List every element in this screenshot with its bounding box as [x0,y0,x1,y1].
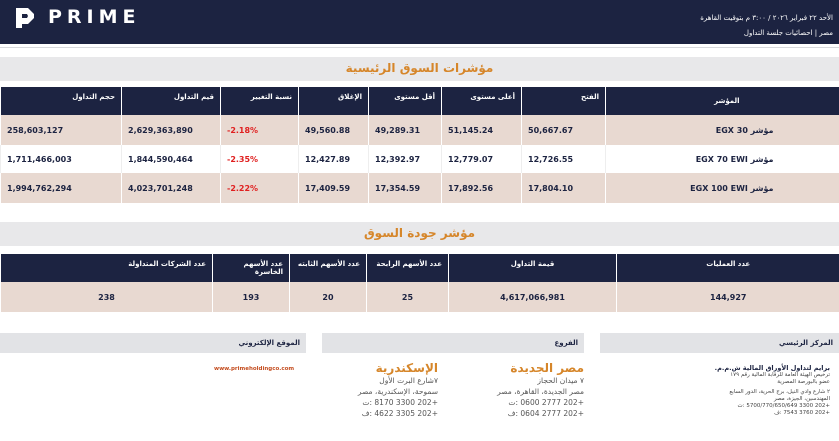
change-cell: -2.18% [221,115,299,145]
session-date: الأحد ٢٢ فبراير ٢٠٢٦ / ٣:٠٠ م بتوقيت القاهرة [700,14,833,22]
col-open: الفتح [522,87,606,115]
branch-street: ٧شارع البرت الأول [379,376,438,385]
quality-section-header [0,222,839,246]
trades-value: 144,927 [617,282,839,312]
quality-header-row [1,254,839,282]
branch-fax: +202 3305 4622 :ف [361,409,438,418]
divider [0,47,839,48]
website-label: الموقع الإلكتروني [0,333,306,353]
close-cell: 49,560.88 [299,115,369,145]
hq-member: عضو بالبورصة المصرية [777,379,830,385]
breadcrumb: مصر | احصائيات جلسة التداول [743,29,833,37]
change-cell: -2.22% [221,173,299,203]
volume-cell: 258,603,127 [1,115,122,145]
index-name-cell: مؤشر EGX 100 EWI [606,173,839,203]
brand-name: PRIME [48,6,141,28]
losers-value: 193 [213,282,290,312]
brand-logo[interactable] [14,5,141,29]
high-cell: 12,779.07 [442,145,522,173]
high-cell: 17,892.56 [442,173,522,203]
low-cell: 49,289.31 [369,115,442,145]
col-losers: عدد الأسهم الخاسرة [213,254,290,282]
indices-table [0,87,839,203]
col-traded: عدد الشركات المتداولة [1,254,213,282]
value-cell: 1,844,590,464 [122,145,221,173]
hq-address-line2: المهندسين، الجيزة، مصر [773,396,830,402]
col-close: الإغلاق [299,87,369,115]
hq-fax: +202 3760 7543 :ف [774,410,830,416]
prime-logo-icon [14,6,36,28]
hq-address-line1: ٢ شارع وادي النيل، برج الحرية، الدور السابع [729,389,830,395]
indices-section-title: مؤشرات السوق الرئيسية [345,61,494,75]
change-cell: -2.35% [221,145,299,173]
branch-city: مصر الجديدة [510,361,584,375]
hq-company: برايم لتداول الأوراق المالية ش.م.م. [714,364,830,372]
indices-header-row [1,87,839,115]
hq-phone[interactable]: +202 3300 5700/770/650/649 :ت [737,403,830,409]
indices-section-header [0,57,839,81]
unchanged-value: 20 [290,282,367,312]
col-gainers: عدد الأسهم الرابحة [367,254,449,282]
turnover-value: 4,617,066,981 [449,282,617,312]
branch-city: الإسكندرية [375,361,438,375]
close-cell: 12,427.89 [299,145,369,173]
page-header [0,0,839,44]
branch-district: مصر الجديدة، القاهرة، مصر [497,387,584,396]
table-row [1,173,839,203]
index-name-cell: مؤشر EGX 30 [606,115,839,145]
open-cell: 12,726.55 [522,145,606,173]
col-high: أعلى مستوى [442,87,522,115]
website-link[interactable]: www.primeholdingco.com [214,366,295,372]
table-row [1,282,839,312]
value-cell: 4,023,701,248 [122,173,221,203]
volume-cell: 1,994,762,294 [1,173,122,203]
col-unchanged: عدد الأسهم الثابته [290,254,367,282]
branches-label: الفروع [322,333,584,353]
branch-street: ٧ ميدان الحجاز [537,376,584,385]
branch-phone[interactable]: +202 2777 0600 :ت [508,398,584,407]
hq-license: ترخيص الهيئة العامة للرقابة المالية رقم ١٧٩ [730,372,830,378]
quality-section-title: مؤشر جودة السوق [363,226,476,240]
col-value: قيم التداول [122,87,221,115]
table-row [1,115,839,145]
volume-cell: 1,711,466,003 [1,145,122,173]
low-cell: 12,392.97 [369,145,442,173]
open-cell: 17,804.10 [522,173,606,203]
value-cell: 2,629,363,890 [122,115,221,145]
hq-address [690,365,830,417]
col-index: المؤشر [606,87,839,115]
branch-fax: +202 2777 0604 :ف [507,409,584,418]
branch-alexandria [320,361,438,419]
low-cell: 17,354.59 [369,173,442,203]
gainers-value: 25 [367,282,449,312]
col-turnover: قيمة التداول [449,254,617,282]
branch-district: سموحة، الإسكندرية، مصر [357,387,438,396]
index-name-cell: مؤشر EGX 70 EWI [606,145,839,173]
col-volume: حجم التداول [1,87,122,115]
table-row [1,145,839,173]
traded-value: 238 [1,282,213,312]
col-change: نسبة التغيير [221,87,299,115]
high-cell: 51,145.24 [442,115,522,145]
market-quality-table [0,254,839,312]
branch-phone[interactable]: +202 3300 8170 :ت [362,398,438,407]
col-low: أقل مستوى [369,87,442,115]
col-trades: عدد العمليات [617,254,839,282]
open-cell: 50,667.67 [522,115,606,145]
branch-heliopolis [460,361,584,419]
hq-label: المركز الرئيسي [600,333,839,353]
close-cell: 17,409.59 [299,173,369,203]
